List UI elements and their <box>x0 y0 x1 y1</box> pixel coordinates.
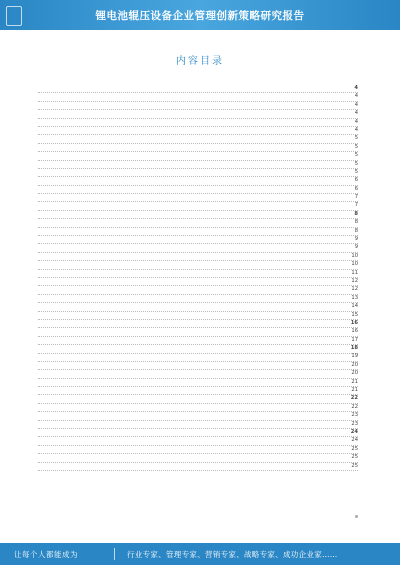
toc-entry-page: 20 <box>351 361 358 368</box>
toc-heading: 内容目录 <box>176 56 224 67</box>
toc-entry-page: 25 <box>351 462 358 469</box>
toc-entry-page: 12 <box>351 277 358 284</box>
toc-entry[interactable] <box>38 186 358 194</box>
toc-entry[interactable] <box>38 270 358 278</box>
toc-entry-page: 20 <box>351 370 358 377</box>
toc-entry-page: 5 <box>354 135 358 142</box>
toc-entry-page: 14 <box>351 303 358 310</box>
toc-entry[interactable] <box>38 102 358 110</box>
toc-entry-page: 21 <box>351 378 358 385</box>
toc-entry[interactable] <box>38 211 358 219</box>
toc-entry[interactable] <box>38 202 358 210</box>
toc-entry[interactable] <box>38 127 358 135</box>
toc-entry-page: 24 <box>351 437 358 444</box>
toc-entry-page: 6 <box>354 177 358 184</box>
toc-entry-page: 21 <box>351 387 358 394</box>
toc-entry[interactable] <box>38 395 358 403</box>
toc-entry[interactable] <box>38 404 358 412</box>
toc-entry-page: 23 <box>351 412 358 419</box>
toc-entry[interactable] <box>38 295 358 303</box>
page-number-dot <box>355 515 358 518</box>
toc-entry-page: 4 <box>354 126 358 133</box>
toc-entry[interactable] <box>38 135 358 143</box>
table-of-contents <box>38 85 358 471</box>
toc-entry[interactable] <box>38 244 358 252</box>
toc-entry[interactable] <box>38 85 358 93</box>
toc-entry[interactable] <box>38 337 358 345</box>
toc-entry[interactable] <box>38 454 358 462</box>
toc-entry-page: 8 <box>354 227 358 234</box>
toc-entry[interactable] <box>38 463 358 471</box>
toc-entry-page: 9 <box>354 236 358 243</box>
toc-entry[interactable] <box>38 161 358 169</box>
toc-entry[interactable] <box>38 152 358 160</box>
toc-entry[interactable] <box>38 286 358 294</box>
toc-entry-page: 5 <box>354 143 358 150</box>
toc-entry-page: 4 <box>354 84 358 91</box>
toc-entry-page: 9 <box>354 244 358 251</box>
toc-entry[interactable] <box>38 421 358 429</box>
toc-entry[interactable] <box>38 194 358 202</box>
toc-entry-page: 6 <box>354 185 358 192</box>
toc-entry-page: 13 <box>351 294 358 301</box>
toc-entry-page: 4 <box>354 118 358 125</box>
footer-slogan-right: 行业专家、管理专家、营销专家、战略专家、成功企业家…… <box>127 549 338 559</box>
toc-entry-page: 4 <box>354 110 358 117</box>
toc-entry[interactable] <box>38 169 358 177</box>
toc-entry[interactable] <box>38 354 358 362</box>
toc-entry[interactable] <box>38 261 358 269</box>
toc-entry-page: 15 <box>351 311 358 318</box>
toc-entry-page: 22 <box>351 403 358 410</box>
toc-entry[interactable] <box>38 303 358 311</box>
toc-entry-page: 25 <box>351 445 358 452</box>
footer-bar <box>0 543 400 565</box>
toc-entry[interactable] <box>38 446 358 454</box>
toc-entry-page: 5 <box>354 168 358 175</box>
toc-entry-page: 22 <box>350 395 358 402</box>
toc-entry[interactable] <box>38 429 358 437</box>
toc-entry[interactable] <box>38 362 358 370</box>
toc-entry[interactable] <box>38 144 358 152</box>
toc-entry[interactable] <box>38 219 358 227</box>
toc-entry-page: 4 <box>354 101 358 108</box>
toc-entry-page: 5 <box>354 152 358 159</box>
toc-entry-page: 18 <box>350 345 358 352</box>
toc-entry-page: 8 <box>354 219 358 226</box>
toc-entry-page: 23 <box>351 420 358 427</box>
toc-entry-page: 10 <box>351 252 358 259</box>
toc-entry[interactable] <box>38 320 358 328</box>
toc-entry[interactable] <box>38 345 358 353</box>
toc-entry-page: 7 <box>354 194 358 201</box>
toc-entry[interactable] <box>38 119 358 127</box>
report-title: 锂电池辊压设备企业管理创新策略研究报告 <box>95 9 305 22</box>
toc-entry[interactable] <box>38 437 358 445</box>
report-logo-icon <box>6 6 22 26</box>
toc-entry-page: 19 <box>351 353 358 360</box>
toc-entry-page: 16 <box>350 319 358 326</box>
toc-entry-page: 16 <box>351 328 358 335</box>
toc-entry-page: 12 <box>351 286 358 293</box>
toc-entry[interactable] <box>38 370 358 378</box>
toc-entry[interactable] <box>38 412 358 420</box>
toc-entry[interactable] <box>38 236 358 244</box>
toc-entry[interactable] <box>38 228 358 236</box>
toc-entry[interactable] <box>38 253 358 261</box>
toc-entry[interactable] <box>38 93 358 101</box>
toc-entry-page: 4 <box>354 93 358 100</box>
toc-entry-page: 7 <box>354 202 358 209</box>
report-header-bar <box>0 0 400 30</box>
toc-entry[interactable] <box>38 387 358 395</box>
toc-entry-page: 11 <box>351 269 358 276</box>
toc-entry-page: 8 <box>354 210 358 217</box>
footer-slogan-left: 让每个人都能成为 <box>14 549 78 559</box>
toc-entry-page: 17 <box>351 336 358 343</box>
toc-entry[interactable] <box>38 110 358 118</box>
toc-entry[interactable] <box>38 177 358 185</box>
toc-entry-page: 24 <box>350 429 358 435</box>
toc-entry[interactable] <box>38 379 358 387</box>
toc-entry-page: 10 <box>351 261 358 268</box>
toc-entry[interactable] <box>38 278 358 286</box>
toc-entry-page: 5 <box>354 160 358 167</box>
toc-entry[interactable] <box>38 328 358 336</box>
toc-entry[interactable] <box>38 312 358 320</box>
toc-entry-page: 25 <box>351 454 358 461</box>
